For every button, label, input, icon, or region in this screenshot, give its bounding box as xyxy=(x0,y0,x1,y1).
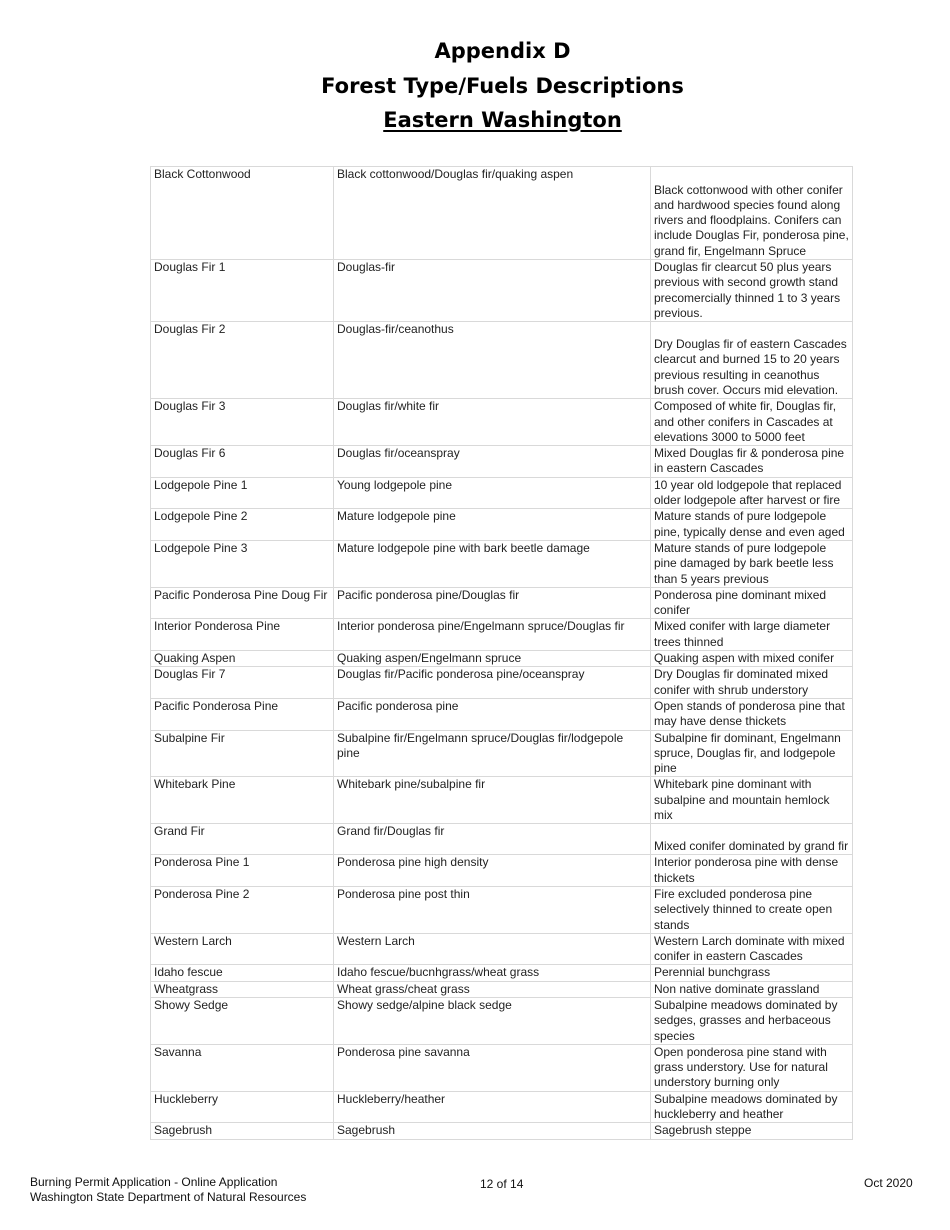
table-row xyxy=(151,399,853,446)
table-row xyxy=(151,698,853,730)
forest-type-name-cell: Savanna xyxy=(151,1044,334,1091)
forest-type-name-cell: Lodgepole Pine 1 xyxy=(151,477,334,509)
forest-type-description-cell: Mixed conifer dominated by grand fir xyxy=(651,824,853,855)
forest-type-species-cell: Quaking aspen/Engelmann spruce xyxy=(334,651,651,667)
table-row xyxy=(151,509,853,541)
forest-type-description-cell: Black cottonwood with other conifer and hardwood species found along rivers and floodplains. Conifers can include Douglas Fir, ponderosa pine, grand fir, Engelmann Spruce xyxy=(651,167,853,260)
table-row xyxy=(151,651,853,667)
forest-type-name-cell: Sagebrush xyxy=(151,1123,334,1139)
forest-type-name-cell: Huckleberry xyxy=(151,1091,334,1123)
forest-type-description-cell: Open stands of ponderosa pine that may have dense thickets xyxy=(651,698,853,730)
forest-type-description-cell: Mature stands of pure lodgepole pine damaged by bark beetle less than 5 years previous xyxy=(651,540,853,587)
table-row xyxy=(151,1044,853,1091)
forest-type-species-cell: Douglas fir/Pacific ponderosa pine/oceanspray xyxy=(334,667,651,699)
forest-type-species-cell: Mature lodgepole pine with bark beetle damage xyxy=(334,540,651,587)
forest-type-description-cell: Quaking aspen with mixed conifer xyxy=(651,651,853,667)
table-row xyxy=(151,1091,853,1123)
fuel-types-table xyxy=(150,166,853,1140)
forest-type-description-cell: Mixed Douglas fir & ponderosa pine in eastern Cascades xyxy=(651,446,853,478)
table-row xyxy=(151,981,853,997)
fuel-types-table-body xyxy=(151,167,853,1140)
forest-type-name-cell: Pacific Ponderosa Pine xyxy=(151,698,334,730)
forest-type-species-cell: Idaho fescue/bucnhgrass/wheat grass xyxy=(334,965,651,981)
forest-type-name-cell: Douglas Fir 3 xyxy=(151,399,334,446)
forest-type-name-cell: Ponderosa Pine 2 xyxy=(151,886,334,933)
table-row xyxy=(151,619,853,651)
table-row xyxy=(151,167,853,260)
footer-left xyxy=(30,1175,306,1205)
document-date: Oct 2020 xyxy=(864,1176,913,1190)
forest-type-description-cell: Douglas fir clearcut 50 plus years previous with second growth stand precomercially thinned 1 to 3 years previous. xyxy=(651,260,853,322)
forest-type-description-cell: Whitebark pine dominant with subalpine and mountain hemlock mix xyxy=(651,777,853,824)
forest-type-species-cell: Young lodgepole pine xyxy=(334,477,651,509)
table-row xyxy=(151,322,853,399)
forest-type-name-cell: Western Larch xyxy=(151,933,334,965)
forest-type-description-cell: Subalpine meadows dominated by sedges, grasses and herbaceous species xyxy=(651,997,853,1044)
region-title: Eastern Washington xyxy=(383,108,622,132)
forest-type-species-cell: Subalpine fir/Engelmann spruce/Douglas fir/lodgepole pine xyxy=(334,730,651,777)
section-title: Forest Type/Fuels Descriptions xyxy=(321,73,684,98)
forest-type-name-cell: Interior Ponderosa Pine xyxy=(151,619,334,651)
forest-type-description-cell: Open ponderosa pine stand with grass understory. Use for natural understory burning only xyxy=(651,1044,853,1091)
page-header xyxy=(0,34,950,138)
forest-type-name-cell: Wheatgrass xyxy=(151,981,334,997)
table-row xyxy=(151,824,853,855)
forest-type-description-cell: Dry Douglas fir of eastern Cascades clearcut and burned 15 to 20 years previous resulting in ceanothus brush cover. Occurs mid elevation. xyxy=(651,322,853,399)
table-row xyxy=(151,446,853,478)
table-row xyxy=(151,997,853,1044)
forest-type-name-cell: Whitebark Pine xyxy=(151,777,334,824)
table-row xyxy=(151,777,853,824)
forest-type-name-cell: Grand Fir xyxy=(151,824,334,855)
forest-type-species-cell: Grand fir/Douglas fir xyxy=(334,824,651,855)
forest-type-species-cell: Huckleberry/heather xyxy=(334,1091,651,1123)
table-row xyxy=(151,730,853,777)
table-row xyxy=(151,933,853,965)
forest-type-description-cell: Fire excluded ponderosa pine selectively thinned to create open stands xyxy=(651,886,853,933)
forest-type-name-cell: Black Cottonwood xyxy=(151,167,334,260)
table-row xyxy=(151,1123,853,1139)
forest-type-description-cell: Subalpine meadows dominated by huckleberry and heather xyxy=(651,1091,853,1123)
forest-type-description-cell: Western Larch dominate with mixed conifer in eastern Cascades xyxy=(651,933,853,965)
forest-type-description-cell: Mature stands of pure lodgepole pine, typically dense and even aged xyxy=(651,509,853,541)
forest-type-species-cell: Western Larch xyxy=(334,933,651,965)
table-row xyxy=(151,540,853,587)
forest-type-name-cell: Quaking Aspen xyxy=(151,651,334,667)
forest-type-name-cell: Pacific Ponderosa Pine Doug Fir xyxy=(151,587,334,619)
table-row xyxy=(151,965,853,981)
forest-type-species-cell: Ponderosa pine savanna xyxy=(334,1044,651,1091)
table-row xyxy=(151,667,853,699)
forest-type-name-cell: Douglas Fir 7 xyxy=(151,667,334,699)
table-row xyxy=(151,260,853,322)
forest-type-species-cell: Douglas fir/white fir xyxy=(334,399,651,446)
forest-type-description-cell: Dry Douglas fir dominated mixed conifer with shrub understory xyxy=(651,667,853,699)
forest-type-species-cell: Wheat grass/cheat grass xyxy=(334,981,651,997)
forest-type-description-cell: Subalpine fir dominant, Engelmann spruce, Douglas fir, and lodgepole pine xyxy=(651,730,853,777)
forest-type-species-cell: Pacific ponderosa pine/Douglas fir xyxy=(334,587,651,619)
forest-type-name-cell: Ponderosa Pine 1 xyxy=(151,855,334,887)
forest-type-description-cell: 10 year old lodgepole that replaced older lodgepole after harvest or fire xyxy=(651,477,853,509)
forest-type-species-cell: Ponderosa pine high density xyxy=(334,855,651,887)
forest-type-species-cell: Pacific ponderosa pine xyxy=(334,698,651,730)
page-number: 12 of 14 xyxy=(480,1177,524,1191)
table-row xyxy=(151,477,853,509)
forest-type-species-cell: Ponderosa pine post thin xyxy=(334,886,651,933)
forest-type-species-cell: Mature lodgepole pine xyxy=(334,509,651,541)
forest-type-description-cell: Mixed conifer with large diameter trees thinned xyxy=(651,619,853,651)
footer-application-name: Burning Permit Application - Online Application xyxy=(30,1175,278,1189)
forest-type-name-cell: Lodgepole Pine 3 xyxy=(151,540,334,587)
forest-type-description-cell: Interior ponderosa pine with dense thickets xyxy=(651,855,853,887)
forest-type-name-cell: Showy Sedge xyxy=(151,997,334,1044)
forest-type-name-cell: Douglas Fir 1 xyxy=(151,260,334,322)
forest-type-name-cell: Douglas Fir 2 xyxy=(151,322,334,399)
forest-type-species-cell: Whitebark pine/subalpine fir xyxy=(334,777,651,824)
forest-type-description-cell: Ponderosa pine dominant mixed conifer xyxy=(651,587,853,619)
forest-type-species-cell: Interior ponderosa pine/Engelmann spruce/Douglas fir xyxy=(334,619,651,651)
forest-type-species-cell: Showy sedge/alpine black sedge xyxy=(334,997,651,1044)
forest-type-species-cell: Sagebrush xyxy=(334,1123,651,1139)
forest-type-description-cell: Composed of white fir, Douglas fir, and other conifers in Cascades at elevations 3000 to 5000 feet xyxy=(651,399,853,446)
forest-type-name-cell: Subalpine Fir xyxy=(151,730,334,777)
forest-type-name-cell: Idaho fescue xyxy=(151,965,334,981)
forest-type-name-cell: Lodgepole Pine 2 xyxy=(151,509,334,541)
appendix-title: Appendix D xyxy=(434,39,571,63)
table-row xyxy=(151,855,853,887)
forest-type-name-cell: Douglas Fir 6 xyxy=(151,446,334,478)
forest-type-species-cell: Douglas-fir xyxy=(334,260,651,322)
forest-type-description-cell: Sagebrush steppe xyxy=(651,1123,853,1139)
table-row xyxy=(151,886,853,933)
forest-type-species-cell: Black cottonwood/Douglas fir/quaking aspen xyxy=(334,167,651,260)
footer-agency-name: Washington State Department of Natural Resources xyxy=(30,1190,307,1204)
forest-type-description-cell: Non native dominate grassland xyxy=(651,981,853,997)
forest-type-description-cell: Perennial bunchgrass xyxy=(651,965,853,981)
table-row xyxy=(151,587,853,619)
forest-type-species-cell: Douglas fir/oceanspray xyxy=(334,446,651,478)
forest-type-species-cell: Douglas-fir/ceanothus xyxy=(334,322,651,399)
